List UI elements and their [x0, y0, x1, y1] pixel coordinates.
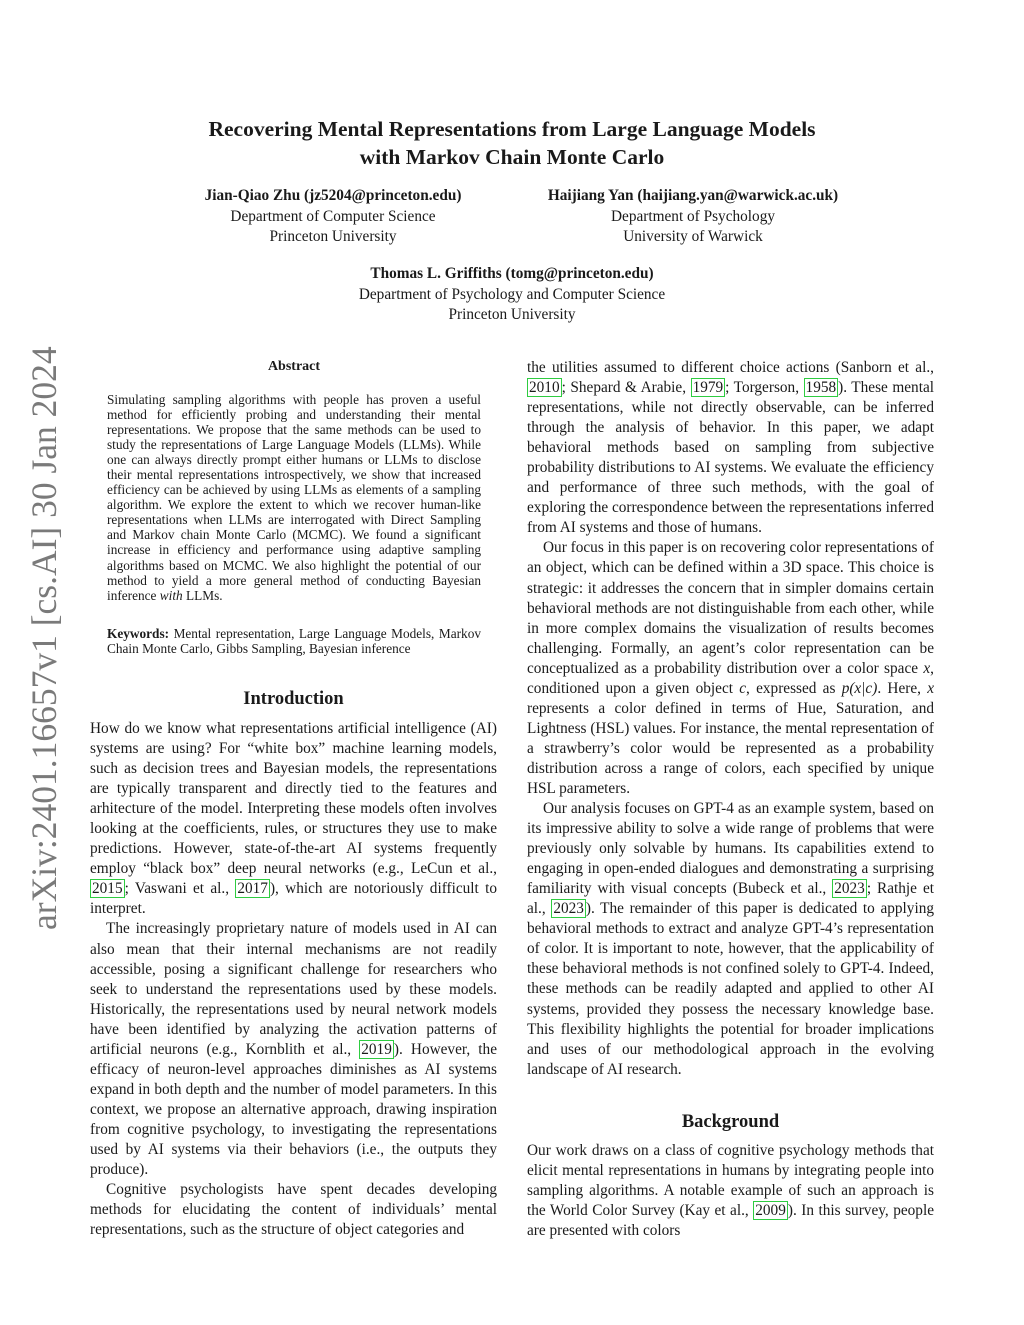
author-department: Department of Psychology and Computer Science [358, 285, 666, 303]
text-run: ; Torgerson, [725, 379, 804, 397]
keywords-text: Mental representation, Large Language Models, Markov Chain Monte Carlo, Gibbs Sampling, Bayesian inference [107, 626, 481, 656]
right-paragraph [527, 538, 934, 799]
math-expression: p(x|c) [841, 679, 878, 697]
right-paragraph [527, 358, 934, 538]
text-run: ). The remainder of this paper is dedicated to applying behavioral methods to extract and analyze GPT-4’s representation of color. It is important to note, however, that the applicability of these behavioral methods is not confined solely to GPT-4. Indeed, these methods can be readily adapted and applied to other AI systems, provided they possess the necessary knowledge base. This flexibility highlights the potential for broader implications and uses of our methodological approach in the evolving landscape of AI research. [527, 900, 934, 1078]
intro-paragraph: Cognitive psychologists have spent decades developing methods for elucidating the content of individuals’ mental representations, such as the structure of object categories and [90, 1181, 497, 1239]
author-name: Jian-Qiao Zhu (jz5204@princeton.edu) [204, 187, 462, 204]
text-run: ). These mental representations, while not directly observable, can be inferred through the analysis of behavior. In this paper, we adapt behavioral methods based on sampling from subjective probability distributions to AI systems. We evaluate the efficiency and performance of three such methods, with the goal of exploring the correspondence between the representations inferred from AI systems and those of humans. [527, 379, 934, 537]
title-line-2: with Markov Chain Monte Carlo [359, 145, 665, 169]
text-run: the utilities assumed to different choice actions (Sanborn et al., [527, 359, 934, 376]
math-variable: x [923, 659, 931, 677]
author-name: Thomas L. Griffiths (tomg@princeton.edu) [370, 265, 654, 282]
text-run: Our analysis focuses on GPT-4 as an example system, based on its impressive ability to solve a wide range of problems that were previously only solvable by humans. Its capabilities extend to engaging in open-ended dialogues and demonstrating a surprising familiarity with visual concepts (Bubeck et al., [527, 800, 934, 898]
author-block-3 [300, 264, 724, 326]
right-column-body [527, 358, 934, 1080]
author-institution: Princeton University [269, 228, 397, 245]
keywords [107, 626, 481, 656]
text-run: ), which are notoriously difficult to interpret. [90, 880, 498, 918]
text-run: ). In this survey, people are presented with colors [527, 1202, 934, 1240]
text-run: ). However, the efficacy of neuron-level approaches diminishes as AI systems expand in both depth and the number of model parameters. In this context, we propose an alternative approach, drawing inspiration from cognitive psychology, to investigating the representations used by AI systems via their behaviors (i.e., the outputs they produce). [90, 1040, 497, 1179]
text-run: Our focus in this paper is on recovering color representations of an object, which can be defined within a 3D space. This choice is strategic: it addresses the concern that in simpler domains certain behavioral methods are not distinguishable from each other, while in more complex domains the visualization of results becomes challenging. Formally, an agent’s color representation can be conceptualized as a probability distribution over a color space [527, 539, 934, 677]
intro-paragraph [90, 719, 497, 919]
author-institution: Princeton University [448, 306, 576, 323]
citation-link[interactable]: 2017 [237, 880, 268, 898]
author-block-1 [168, 186, 498, 248]
text-run: How do we know what representations artificial intelligence (AI) systems are using? For “white box” machine learning models, such as decision trees and Bayesian models, the representations are typically transparent and directly tied to the features and arhitecture of the model. Interpreting these models often involves looking at the coefficients, rules, or structures they use to make predictions. However, state-of-the-art AI systems frequently employ “black box” deep neural networks (e.g., LeCun et al., [90, 720, 497, 878]
text-run: Our work draws on a class of cognitive psychology methods that elicit mental representations in humans by integrating people into sampling algorithms. A notable example of such an approach is the World Color Survey (Kay et al., [527, 1142, 934, 1220]
text-run: , expressed as [746, 679, 842, 697]
text-run: represents a color defined in terms of Hue, Saturation, and Lightness (HSL) values. For instance, the mental representation of a strawberry’s color would be represented as a probability distribution across a range of colors, each specified by unique HSL parameters. [527, 699, 934, 797]
background-paragraph [527, 1141, 934, 1241]
arxiv-identifier: arXiv:2401.16657v1 [cs.AI] 30 Jan 2024 [24, 346, 64, 930]
abstract-text-part: Simulating sampling algorithms with people has proven a useful method for efficiently probing and understanding their mental representations. We propose that the same methods can be used to study the representations of Large Language Models (LLMs). While one can always directly prompt either humans or LLMs to disclose their mental representations introspectively, we show that increased efficiency can be achieved by using LLMs as elements of a sampling algorithm. We explore the extent to which we recover human-like representations when LLMs are interrogated with Direct Sampling and Markov chain Monte Carlo (MCMC). We found a significant increase in efficiency and performance using adaptive sampling algorithms based on MCMC. We also highlight the potential of our method to yield a more general method of conducting Bayesian inference [107, 392, 481, 603]
intro-paragraph [90, 919, 497, 1180]
citation-link[interactable]: 1958 [805, 379, 837, 397]
text-run: ; Rathje et al., [527, 880, 934, 918]
text-run: ; Shepard & Arabie, [561, 379, 691, 397]
abstract-emphasis: with [159, 587, 183, 603]
abstract-text-part: LLMs. [182, 587, 223, 603]
citation-link[interactable]: 2023 [553, 900, 584, 918]
abstract-text [107, 392, 481, 603]
text-run: The increasingly proprietary nature of models used in AI can also mean that their internal mechanisms are not readily accessible, posing a significant challenge for researchers who seek to understand the representations used by these models. Historically, the representations used by neural network models have been identified by analyzing the activation patterns of artificial neurons (e.g., Kornblith et al., [90, 920, 497, 1058]
abstract-heading: Abstract [267, 359, 321, 374]
text-run: ; Vaswani et al., [124, 880, 236, 898]
author-department: Department of Computer Science [230, 207, 436, 225]
citation-link[interactable]: 2010 [529, 379, 560, 397]
author-institution: University of Warwick [623, 228, 763, 245]
citation-link[interactable]: 2019 [361, 1040, 392, 1058]
math-variable: c [739, 679, 747, 697]
author-department: Department of Psychology [611, 207, 775, 225]
left-column-body [90, 719, 497, 1240]
introduction-heading: Introduction [243, 689, 344, 709]
title-line-1: Recovering Mental Representations from Large Language Models [208, 117, 816, 141]
right-paragraph [527, 799, 934, 1080]
math-variable: x [927, 679, 934, 697]
citation-link[interactable]: 2015 [92, 880, 123, 898]
citation-link[interactable]: 2023 [834, 880, 865, 898]
citation-link[interactable]: 1979 [692, 379, 724, 397]
citation-link[interactable]: 2009 [755, 1202, 786, 1220]
text-run: . Here, [877, 679, 928, 697]
text-run: , conditioned upon a given object [527, 659, 934, 697]
keywords-label: Keywords: [107, 626, 170, 641]
paper-title [0, 115, 1024, 171]
author-block-2 [509, 186, 877, 248]
background-heading: Background [681, 1112, 780, 1132]
author-name: Haijiang Yan (haijiang.yan@warwick.ac.uk) [547, 187, 839, 204]
background-body [527, 1141, 934, 1241]
